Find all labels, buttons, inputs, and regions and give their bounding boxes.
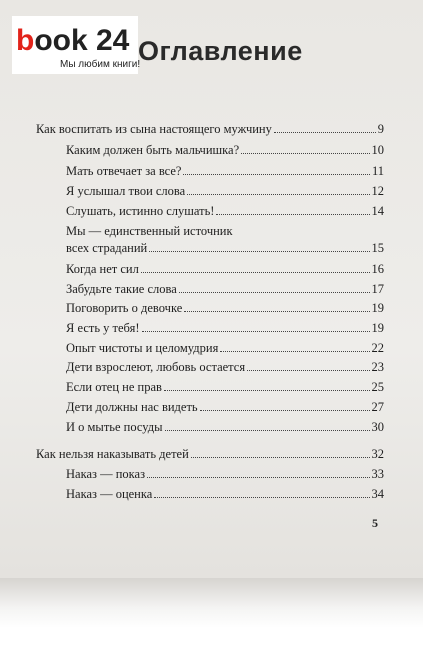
toc-entry-title: Наказ — оценка bbox=[66, 487, 153, 501]
toc-leader-dots bbox=[147, 477, 369, 478]
toc-entry-title: Я услышал твои слова bbox=[66, 184, 186, 198]
toc-entry-title: Мы — единственный источник bbox=[66, 224, 233, 238]
toc-entry-page: 22 bbox=[371, 341, 384, 355]
toc-leader-dots bbox=[200, 410, 370, 411]
toc-entry-title: Поговорить о девочке bbox=[66, 301, 183, 315]
toc-leader-dots bbox=[164, 390, 370, 391]
toc-entry bbox=[36, 122, 384, 136]
toc-entry bbox=[66, 204, 384, 218]
page-shadow bbox=[0, 578, 423, 628]
toc-leader-dots bbox=[216, 214, 369, 215]
toc-entry bbox=[66, 341, 384, 355]
toc-entry bbox=[66, 400, 384, 414]
toc-entry-page: 14 bbox=[371, 204, 384, 218]
toc-leader-dots bbox=[247, 370, 369, 371]
toc-entry-page: 30 bbox=[371, 420, 384, 434]
toc-leader-dots bbox=[220, 351, 369, 352]
toc-entry bbox=[66, 321, 384, 335]
toc-entry-title: Опыт чистоты и целомудрия bbox=[66, 341, 219, 355]
toc-entry-title: Каким должен быть мальчишка? bbox=[66, 143, 240, 157]
toc-entry bbox=[66, 487, 384, 501]
toc-entry-title: Мать отвечает за все? bbox=[66, 164, 182, 178]
toc-entry-title: Забудьте такие слова bbox=[66, 282, 177, 296]
toc-entry-page: 11 bbox=[371, 164, 384, 178]
toc-entry bbox=[66, 420, 384, 434]
logo-tagline: Мы любим книги! bbox=[60, 59, 141, 70]
toc-entry-page: 27 bbox=[371, 400, 384, 414]
toc-entry-page: 10 bbox=[371, 143, 384, 157]
toc-entry-page: 16 bbox=[371, 262, 384, 276]
toc-leader-dots bbox=[184, 311, 369, 312]
toc-entry bbox=[66, 164, 384, 178]
toc-leader-dots bbox=[154, 497, 369, 498]
toc-entry-title: всех страданий bbox=[66, 241, 148, 255]
toc-entry bbox=[66, 262, 384, 276]
toc-entry-title: Как воспитать из сына настоящего мужчину bbox=[36, 122, 272, 136]
toc-entry bbox=[66, 467, 384, 481]
toc-entry-page: 34 bbox=[371, 487, 384, 501]
toc-entry-title: Если отец не прав bbox=[66, 380, 162, 394]
toc-entry bbox=[66, 184, 384, 198]
toc-entry bbox=[66, 143, 384, 157]
toc-entry-title: И о мытье посуды bbox=[66, 420, 163, 434]
toc-entry-title: Наказ — показ bbox=[66, 467, 146, 481]
toc-leader-dots bbox=[183, 174, 370, 175]
toc-leader-dots bbox=[241, 153, 369, 154]
toc-entry-page: 9 bbox=[377, 122, 384, 136]
toc-entry bbox=[66, 380, 384, 394]
toc-leader-dots bbox=[179, 292, 370, 293]
toc-leader-dots bbox=[187, 194, 369, 195]
toc-entry-title: Дети взрослеют, любовь остается bbox=[66, 360, 246, 374]
toc-entry-page: 17 bbox=[371, 282, 384, 296]
toc-entry-page: 19 bbox=[371, 321, 384, 335]
toc-leader-dots bbox=[149, 251, 369, 252]
toc-entry-page: 19 bbox=[371, 301, 384, 315]
toc-leader-dots bbox=[274, 132, 376, 133]
page-title: Оглавление bbox=[138, 36, 303, 66]
toc-leader-dots bbox=[191, 457, 370, 458]
page-number: 5 bbox=[372, 516, 378, 530]
toc-leader-dots bbox=[142, 331, 370, 332]
toc-leader-dots bbox=[141, 272, 370, 273]
toc-leader-dots bbox=[165, 430, 370, 431]
toc-entry-title: Когда нет сил bbox=[66, 262, 139, 276]
toc-entry bbox=[66, 301, 384, 315]
toc-entry-page: 33 bbox=[371, 467, 384, 481]
toc-entry bbox=[66, 224, 384, 238]
toc-entry-title: Я есть у тебя! bbox=[66, 321, 140, 335]
toc-entry-title: Дети должны нас видеть bbox=[66, 400, 198, 414]
book24-logo bbox=[12, 16, 141, 74]
toc-entry-page: 32 bbox=[371, 447, 384, 461]
toc-entry bbox=[66, 241, 384, 255]
toc-entry-title: Как нельзя наказывать детей bbox=[36, 447, 189, 461]
toc-entry-page: 23 bbox=[371, 360, 384, 374]
toc-entry bbox=[66, 360, 384, 374]
toc-entry-page: 12 bbox=[371, 184, 384, 198]
toc-entry bbox=[36, 447, 384, 461]
toc-entry-page: 25 bbox=[371, 380, 384, 394]
toc-entry bbox=[66, 282, 384, 296]
toc-entry-page: 15 bbox=[371, 241, 384, 255]
logo-wordmark: book 24 bbox=[16, 24, 130, 57]
toc-entry-title: Слушать, истинно слушать! bbox=[66, 204, 215, 218]
